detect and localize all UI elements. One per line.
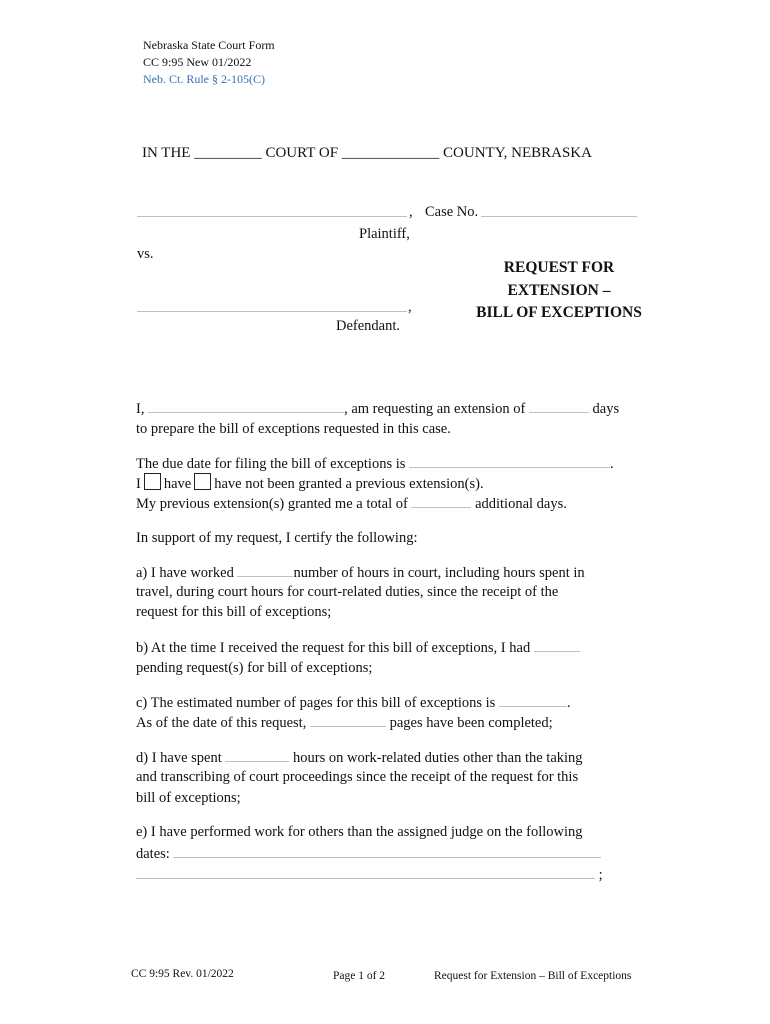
- requester-line-2: to prepare the bill of exceptions requested in this case.: [136, 421, 451, 437]
- item-e-line-2: dates:: [136, 843, 601, 864]
- court-rule-link[interactable]: Neb. Ct. Rule § 2-105(C): [143, 72, 265, 86]
- item-b-line-1: b) At the time I received the request for this bill of exceptions, I had: [136, 637, 580, 658]
- case-no-label: Case No.: [425, 204, 479, 220]
- extension-days-field[interactable]: [529, 398, 589, 413]
- other-hours-field[interactable]: [225, 747, 289, 762]
- requester-name-field[interactable]: [148, 398, 344, 413]
- plaintiff-label: Plaintiff,: [359, 226, 410, 242]
- item-c-line-1: c) The estimated number of pages for this bill of exceptions is .: [136, 692, 571, 713]
- item-b-line-2: pending request(s) for bill of exceptions;: [136, 660, 373, 676]
- defendant-name-field[interactable]: [137, 297, 407, 318]
- form-number: CC 9:95 New 01/2022: [143, 55, 252, 69]
- title-line-2: EXTENSION –: [507, 281, 611, 299]
- case-no-field[interactable]: [481, 202, 637, 223]
- work-dates-field-2[interactable]: [136, 864, 595, 879]
- support-heading: In support of my request, I certify the following:: [136, 530, 418, 546]
- form-name: Nebraska State Court Form: [143, 38, 275, 52]
- item-a-line-2: travel, during court hours for court-related duties, since the receipt of the: [136, 584, 559, 600]
- previous-extension-line: I have have not been granted a previous extension(s).: [136, 473, 484, 494]
- item-e-line-1: e) I have performed work for others than the assigned judge on the following: [136, 824, 583, 840]
- due-date-line: The due date for filing the bill of exceptions is .: [136, 453, 614, 474]
- estimated-pages-field[interactable]: [499, 692, 567, 707]
- item-a-line-3: request for this bill of exceptions;: [136, 604, 332, 620]
- document-title: [470, 257, 648, 325]
- court-hours-field[interactable]: [237, 562, 293, 577]
- item-d-line-2: and transcribing of court proceedings since the receipt of the request for this: [136, 769, 579, 785]
- plaintiff-name-field[interactable]: [137, 202, 407, 223]
- requester-line: I, , am requesting an extension of days: [136, 398, 619, 419]
- court-line: IN THE _________ COURT OF _____________ COUNTY, NEBRASKA: [142, 145, 592, 161]
- item-e-line-3: ;: [136, 864, 603, 885]
- previous-days-field[interactable]: [411, 493, 471, 508]
- previous-days-line: My previous extension(s) granted me a total of additional days.: [136, 493, 567, 514]
- title-line-1: REQUEST FOR: [503, 259, 615, 276]
- completed-pages-field[interactable]: [310, 712, 386, 727]
- footer-form-number: CC 9:95 Rev. 01/2022: [131, 968, 234, 980]
- defendant-label: Defendant.: [336, 318, 401, 334]
- item-d-line-3: bill of exceptions;: [136, 790, 241, 806]
- footer-doc-title: Request for Extension – Bill of Exceptions: [434, 970, 632, 982]
- plaintiff-comma: ,: [409, 204, 413, 220]
- item-a-line-1: a) I have worked number of hours in court, including hours spent in: [136, 562, 585, 583]
- have-not-checkbox[interactable]: [194, 473, 211, 490]
- item-c-line-2: As of the date of this request, pages have been completed;: [136, 712, 553, 733]
- item-d-line-1: d) I have spent hours on work-related duties other than the taking: [136, 747, 583, 768]
- vs-label: vs.: [137, 246, 154, 262]
- due-date-field[interactable]: [409, 453, 610, 468]
- work-dates-field-1[interactable]: [173, 843, 601, 858]
- pending-requests-field[interactable]: [534, 637, 580, 652]
- defendant-comma: ,: [408, 299, 412, 315]
- footer-page-number: Page 1 of 2: [333, 970, 386, 982]
- title-line-3: BILL OF EXCEPTIONS: [476, 304, 642, 321]
- have-checkbox[interactable]: [144, 473, 161, 490]
